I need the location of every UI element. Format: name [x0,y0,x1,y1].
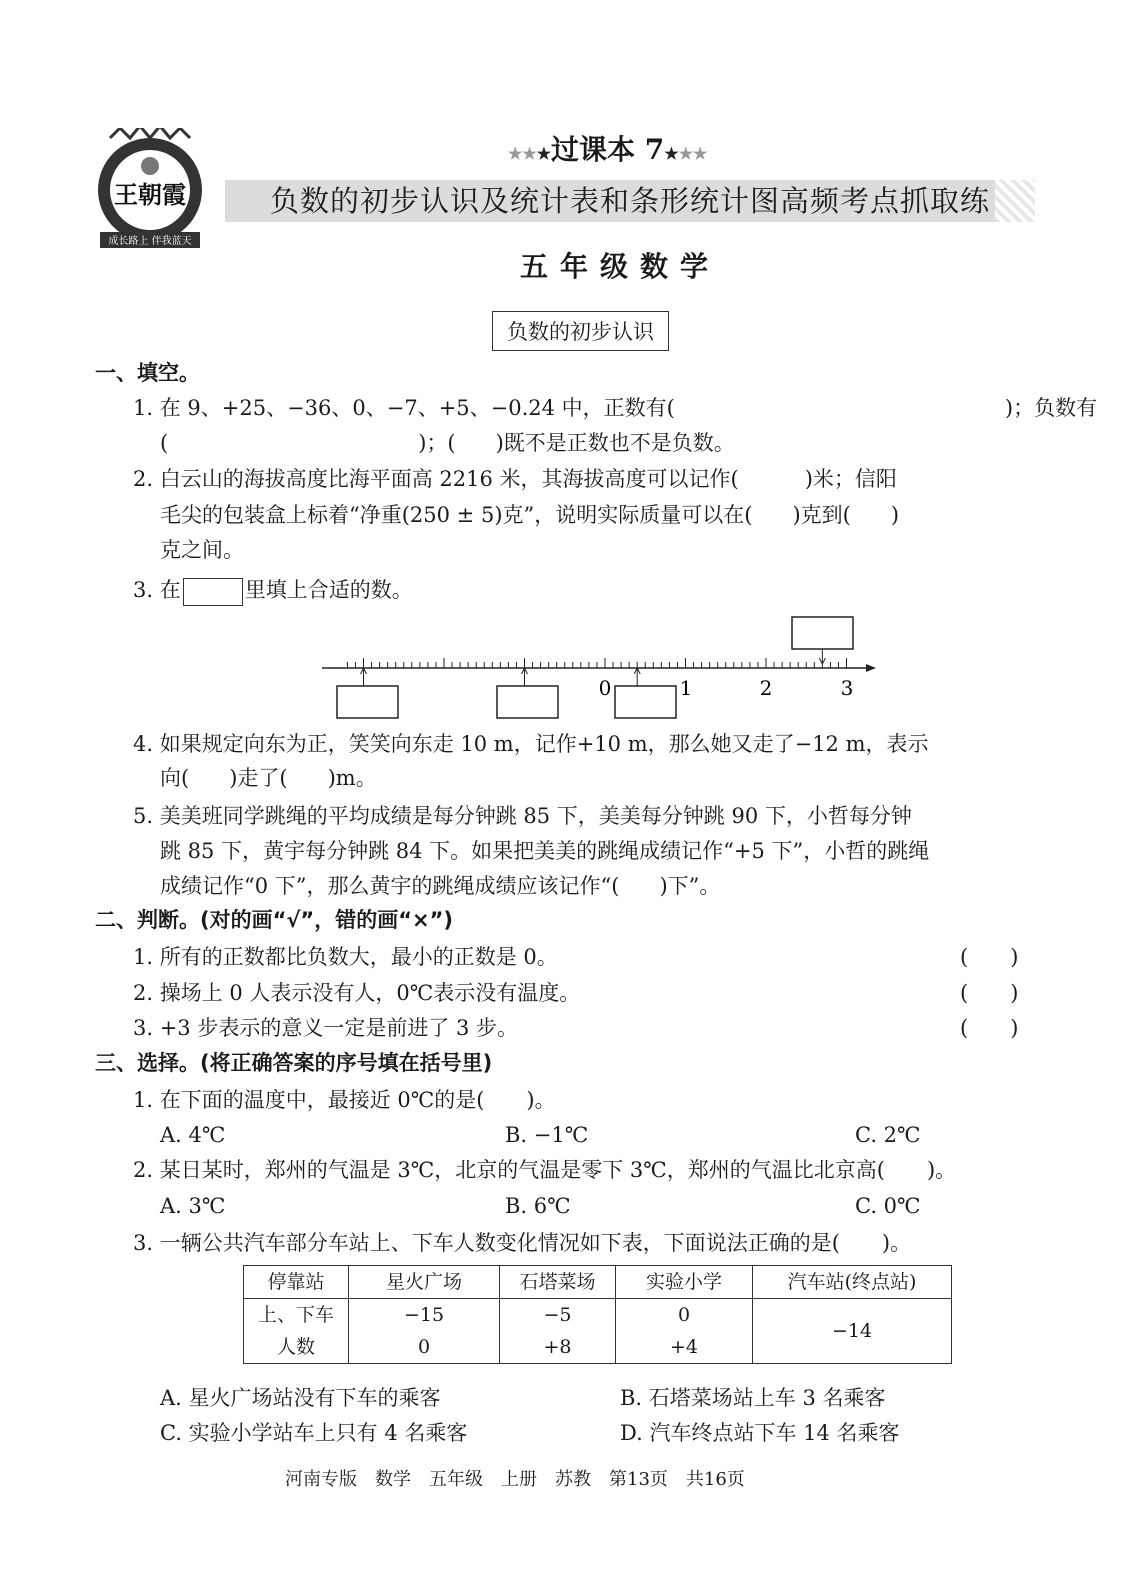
choice-q3-stem: 3. 一辆公共汽车部分车站上、下车人数变化情况如下表，下面说法正确的是( )。 [133,1231,912,1255]
part1-heading: 一、填空。 [95,361,200,385]
q4-line1: 4. 如果规定向东为正，笑笑向东走 10 m，记作+10 m，那么她又走了−12 m，表示 [133,732,929,756]
answer-box [615,686,676,718]
axis-arrow-icon [866,664,876,672]
judge-bracket-2[interactable]: ( ) [960,981,1019,1005]
judge-item-1: 1. 所有的正数都比负数大，最小的正数是 0。 [133,945,558,969]
grade-subject: 五年级数学 [520,250,721,283]
part3-heading: 三、选择。(将正确答案的序号填在括号里) [95,1051,493,1075]
tick-label-1: 1 [679,676,693,700]
choice-q2-stem: 2. 某日某时，郑州的气温是 3℃，北京的气温是零下 3℃，郑州的气温比北京高( )。 [133,1158,957,1182]
choice-q2-option-c: C. 0℃ [855,1194,921,1218]
q5-line2: 跳 85 下，黄宇每分钟跳 84 下。如果把美美的跳绳成绩记作“+5 下”，小哲的跳绳 [160,839,930,863]
table-cell: −14 [753,1299,952,1364]
choice-q1-option-a: A. 4℃ [160,1123,226,1147]
table-cell: −15 0 [349,1299,500,1364]
lesson-title: ★★★过课本 7★★★ [508,133,708,166]
part2-heading: 二、判断。(对的画“√”，错的画“×”) [95,908,454,932]
tick-label-0: 0 [598,676,612,700]
table-header: 汽车站(终点站) [753,1266,952,1299]
choice-q3-option-a: A. 星火广场站没有下车的乘客 [160,1386,441,1410]
table-header: 石塔菜场 [500,1266,616,1299]
choice-q1-option-c: C. 2℃ [855,1123,921,1147]
judge-item-2: 2. 操场上 0 人表示没有人，0℃表示没有温度。 [133,981,581,1005]
table-cell: 0 +4 [616,1299,753,1364]
choice-q3-option-c: C. 实验小学站车上只有 4 名乘客 [160,1421,468,1445]
choice-q2-option-b: B. 6℃ [505,1194,571,1218]
lesson-title-text: 过课本 7 [551,133,665,166]
q2-line2: 毛尖的包装盒上标着“净重(250 ± 5)克”，说明实际质量可以在( )克到( ) [160,503,900,527]
table-header: 停靠站 [244,1266,349,1299]
logo-slogan: 成长路上 伴我蓝天 [108,236,192,247]
bus-stop-table [243,1265,952,1364]
q1-line2: ( )；( )既不是正数也不是负数。 [160,431,735,455]
q4-line2: 向( )走了( )m。 [160,766,377,790]
brand-logo [90,128,210,258]
q3-line: 3. 在 里填上合适的数。 [133,575,413,606]
judge-bracket-1[interactable]: ( ) [960,945,1019,969]
section-title: 负数的初步认识 [492,311,669,351]
choice-q1-option-b: B. −1℃ [505,1123,589,1147]
table-header: 星火广场 [349,1266,500,1299]
tick-label-3: 3 [840,676,854,700]
table-header-row [244,1266,952,1299]
q1-line1: 1. 在 9、+25、−36、0、−7、+5、−0.24 中，正数有( )；负数有 [133,396,1098,420]
table-cell: −5 +8 [500,1299,616,1364]
q5-line3: 成绩记作“0 下”，那么黄宇的跳绳成绩应该记作“( )下”。 [160,874,721,898]
logo-text: 王朝霞 [114,180,186,209]
q2-line1: 2. 白云山的海拔高度比海平面高 2216 米，其海拔高度可以记作( )米；信阳 [133,467,897,491]
choice-q2-option-a: A. 3℃ [160,1194,226,1218]
judge-item-3: 3. +3 步表示的意义一定是前进了 3 步。 [133,1016,519,1040]
choice-q3-option-b: B. 石塔菜场站上车 3 名乘客 [620,1386,886,1410]
q2-line3: 克之间。 [160,538,244,562]
answer-box [497,686,558,718]
choice-q1-stem: 1. 在下面的温度中，最接近 0℃的是( )。 [133,1088,556,1112]
table-header: 实验小学 [616,1266,753,1299]
answer-box [792,617,853,649]
choice-q3-option-d: D. 汽车终点站下车 14 名乘客 [620,1421,900,1445]
answer-box [337,686,398,718]
page-footer: 河南专版 数学 五年级 上册 苏教 第13页 共16页 [285,1469,745,1490]
page-subtitle: 负数的初步认识及统计表和条形统计图高频考点抓取练 [270,184,991,218]
row-label: 上、下车 人数 [244,1299,349,1364]
q5-line1: 5. 美美班同学跳绳的平均成绩是每分钟跳 85 下，美美每分钟跳 90 下，小哲每分钟 [133,804,912,828]
ribbon-pattern [995,180,1035,222]
judge-bracket-3[interactable]: ( ) [960,1016,1019,1040]
table-row [244,1299,952,1364]
tick-label-2: 2 [759,676,773,700]
number-line [0,600,1139,730]
